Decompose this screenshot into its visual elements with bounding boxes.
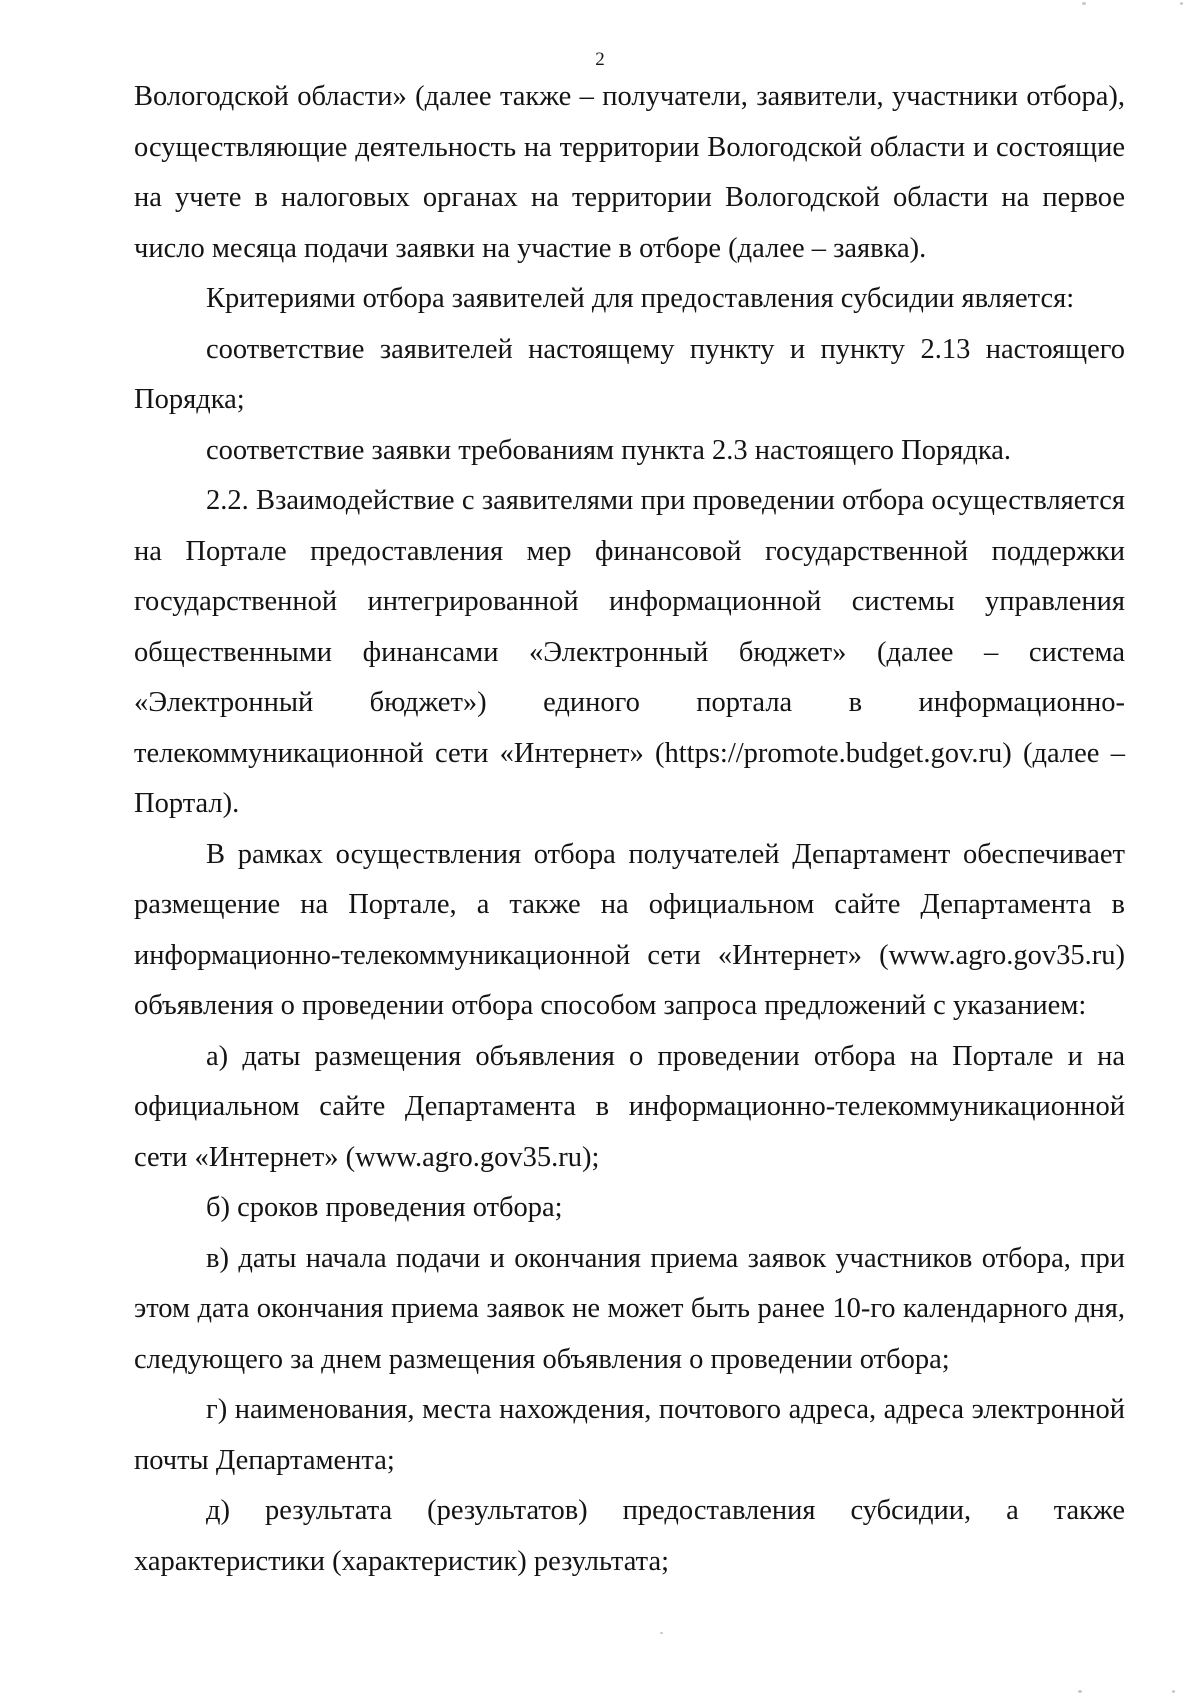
page-number: 2 <box>595 49 605 70</box>
scan-artifact <box>1172 1690 1175 1693</box>
paragraph-criteria: Критериями отбора заявителей для предоставления субсидии является: <box>206 283 1075 314</box>
list-item-b: б) сроков проведения отбора; <box>206 1192 563 1223</box>
paragraph-announcement: В рамках осуществления отбора получателей Департамент обеспечивает размещение на Портале, а также на официальном сайте Департамента в информационно-телекоммуникационной сети «Интернет» (www.agro.gov35.ru) объявления о проведении отбора способом запроса предложений с указанием: <box>134 838 1125 1021</box>
document-body <box>134 72 1125 1587</box>
scan-artifact <box>1082 2 1086 5</box>
paragraph-criterion-2: соответствие заявки требованиям пункта 2.3 настоящего Порядка. <box>206 434 1012 466</box>
scan-artifact <box>1180 2 1183 5</box>
list-item-a: а) даты размещения объявления о проведении отбора на Портале и на официальном сайте Департамента в информационно-телекоммуникационной сети «Интернет» (www.agro.gov35.ru); <box>134 1040 1125 1173</box>
list-item-d: д) результата (результатов) предоставления субсидии, а также характеристики (характеристик) результата; <box>134 1495 1125 1577</box>
scan-artifact <box>660 1632 663 1634</box>
list-item-v: в) даты начала подачи и окончания приема заявок участников отбора, при этом дата окончания приема заявок не может быть ранее 10-го календарного дня, следующего за днем размещения объявления о проведении отбора; <box>134 1242 1125 1375</box>
paragraph-criterion-1: соответствие заявителей настоящему пункту и пункту 2.13 настоящего Порядка; <box>134 333 1125 415</box>
scan-artifact <box>1078 1690 1082 1693</box>
paragraph-2-2: 2.2. Взаимодействие с заявителями при проведении отбора осуществляется на Портале предоставления мер финансовой государственной поддержки государственной интегрированной информационной системы управления общественными финансами «Электронный бюджет» (далее – система «Электронный бюджет») единого портала в информационно-телекоммуникационной сети «Интернет» (https://promote.budget.gov.ru) (далее – Портал). <box>134 485 1125 819</box>
paragraph-continuation: Вологодской области» (далее также – получатели, заявители, участники отбора), осуществляющие деятельность на территории Вологодской области и состоящие на учете в налоговых органах на территории Вологодской области на первое число месяца подачи заявки на участие в отборе (далее – заявка). <box>134 81 1125 264</box>
list-item-g: г) наименования, места нахождения, почтового адреса, адреса электронной почты Департамента; <box>134 1394 1125 1476</box>
